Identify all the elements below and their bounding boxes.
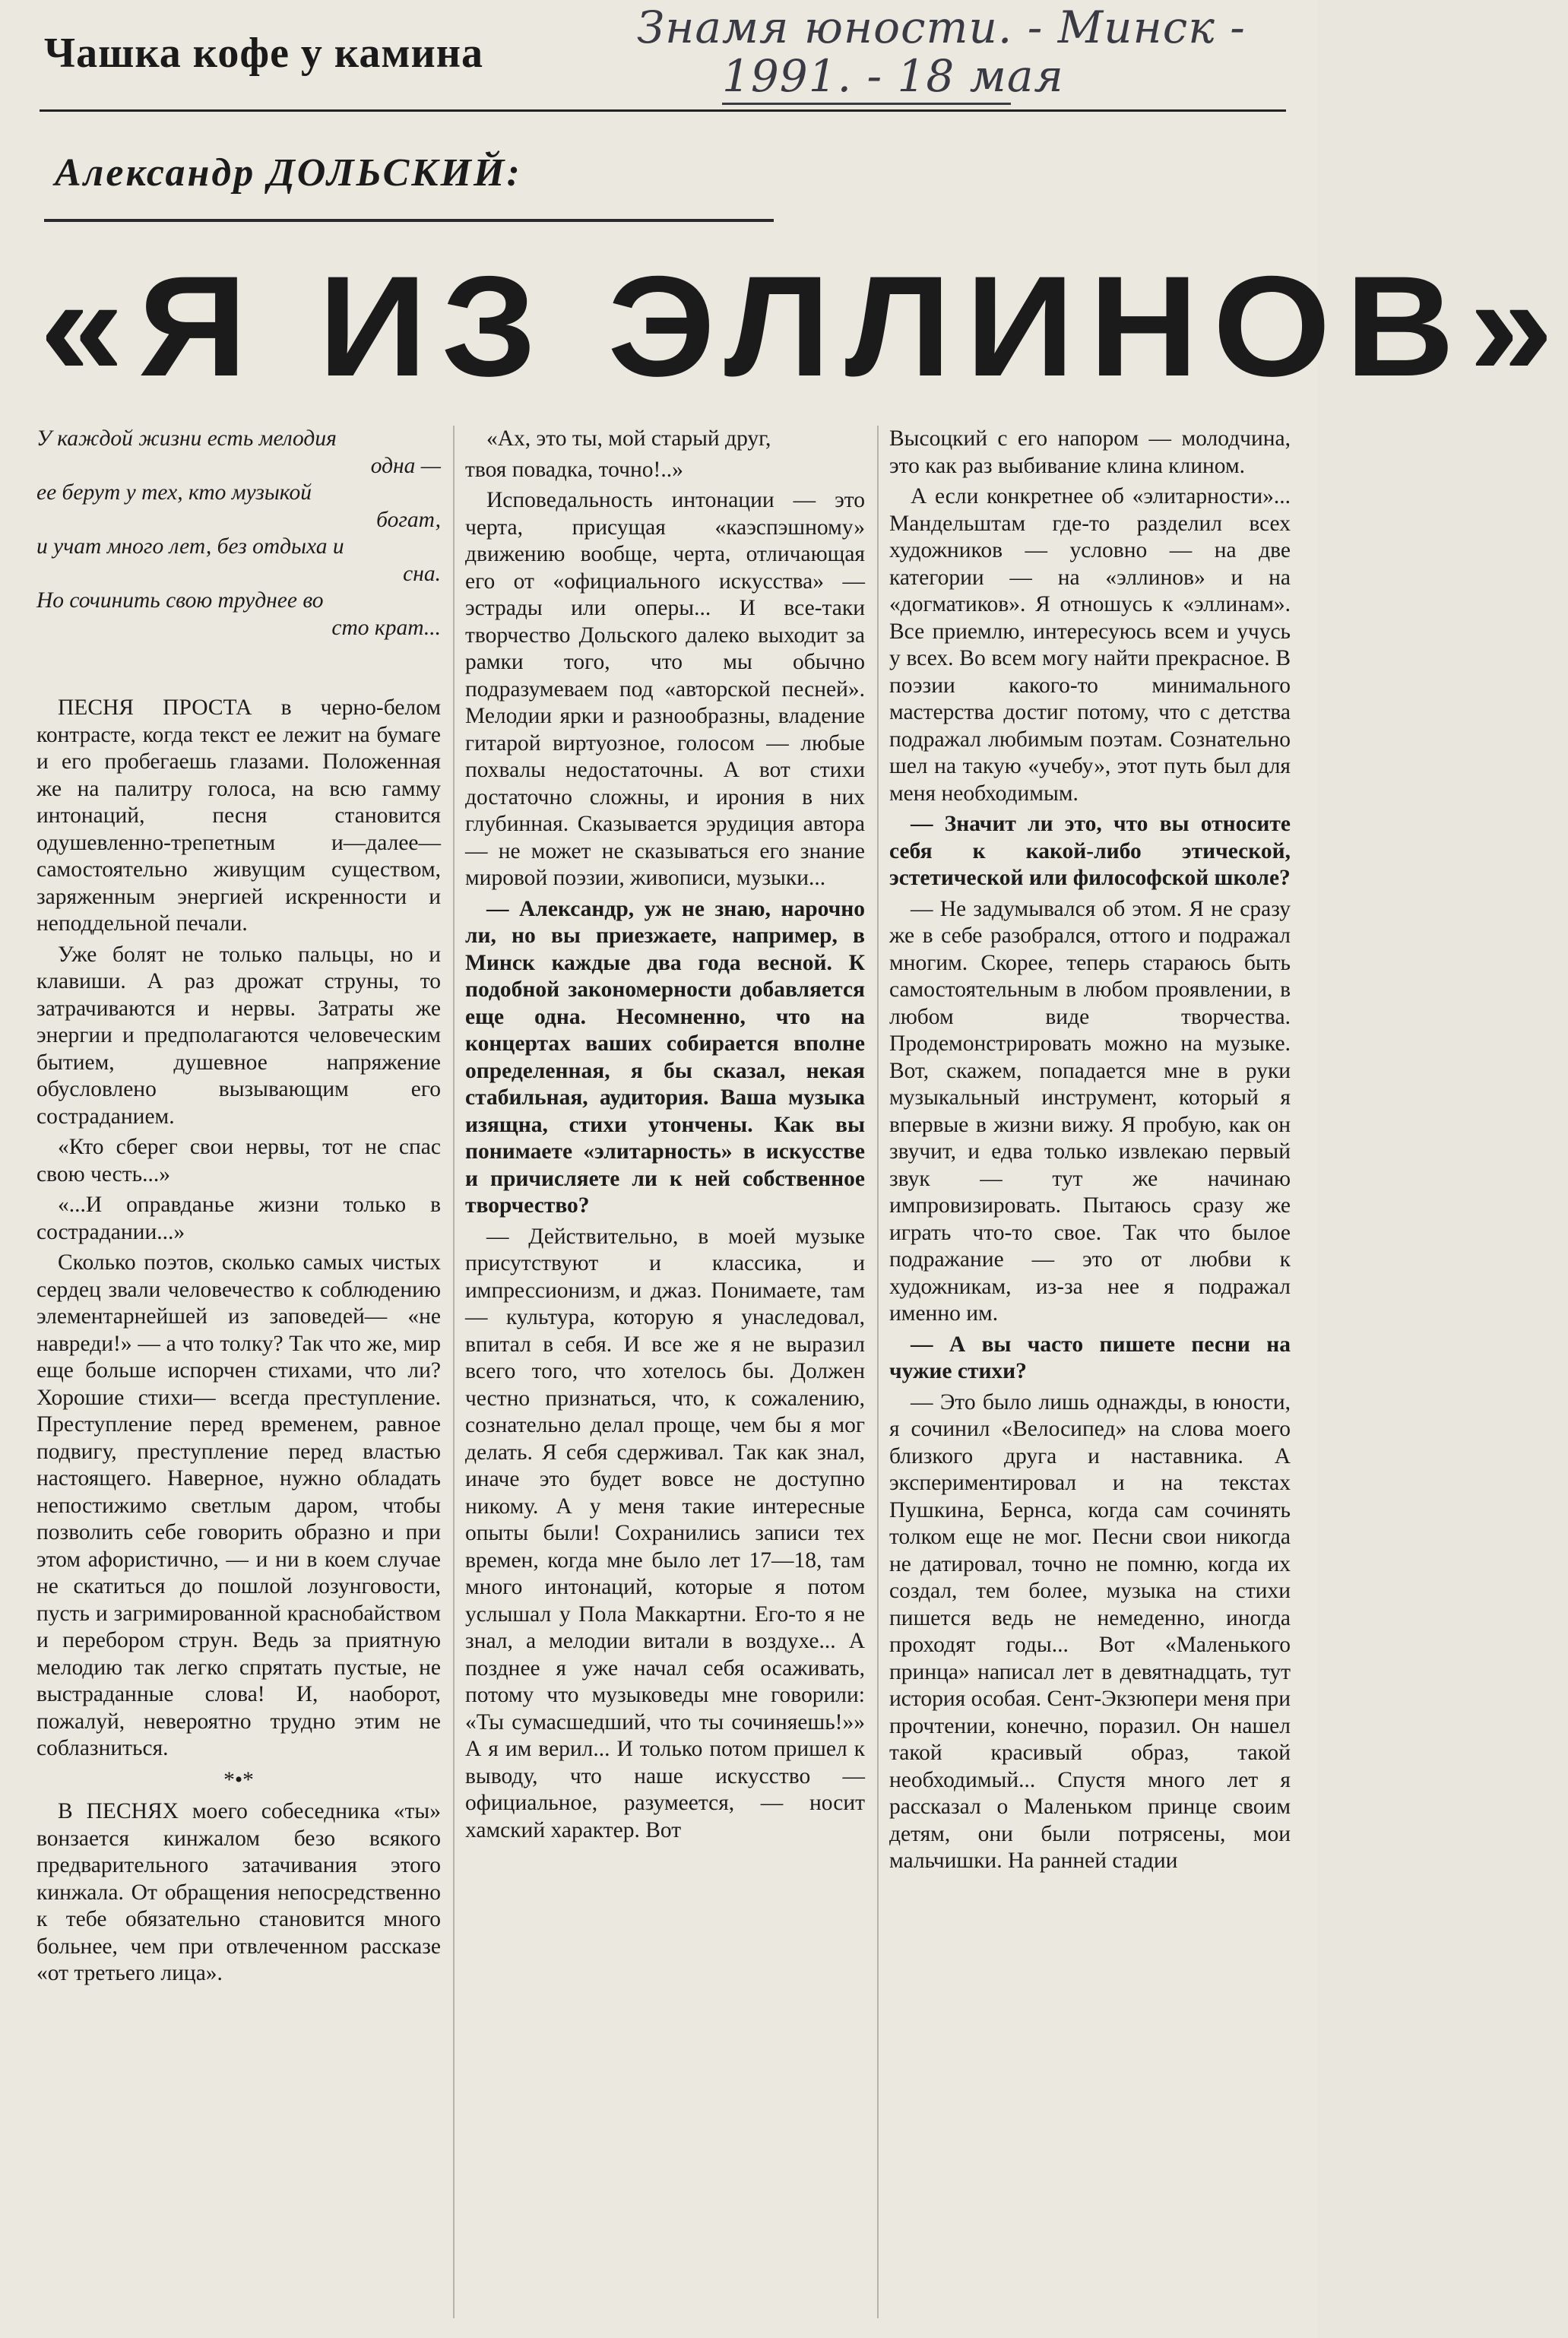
paragraph: Высоцкий с его напором — молодчина, это как раз выбивание клина клином. (889, 426, 1291, 478)
epigraph-line: сна. (403, 561, 441, 586)
headline: «Я ИЗ ЭЛЛИНОВ» (40, 246, 1568, 406)
paragraph: — Не задумывался об этом. Я не сразу же в себе разобрался, оттого и подражал многим. Скорее, теперь стараюсь быть самостоятельным в любом проявлении, в любом виде творчества. Продемонстрировать можно на музыке. Вот, скажем, попадается мне в руки музыкальный инструмент, который я впервые в жизни вижу. Я пробую, как он звучит, и едва только извлекаю первый звук — тут же начинаю импровизировать. Пытаюсь сразу же играть что-то свое. Так что былое подражание — это от любви к художникам, из-за нее я подражал именно им. (889, 896, 1291, 1326)
header-rule (40, 109, 1286, 112)
paragraph: Исповедальность интонации — это черта, присущая «каэспэшному» движению вообще, черта, отличающая его от «официального искусства» — эстрады или оперы... И все-таки творчество Дольского далеко выходит за рамки того, что мы обычно подразумеваем под «авторской песней». Мелодии ярки и разнообразны, владение гитарой виртуозное, голосом — любые похвалы недостаточны. А вот стихи достаточно сложны, и ирония в них глубинная. Сказывается эрудиция автора — не может не сказываться его знание мировой поэзии, живописи, музыки... (465, 488, 865, 890)
section-divider-stars: *•* (223, 1767, 254, 1792)
handwritten-source-note: Знамя юности. - Минск - (637, 2, 1246, 53)
epigraph-line: одна — (370, 453, 441, 478)
epigraph-line: богат, (376, 507, 441, 532)
paragraph: А если конкретнее об «элитарности»... Мандельштам где-то разделил всех художников — условно — на две категории — на «эллинов» и на «догматиков». Я отношусь к «эллинам». Все приемлю, интересуюсь всем и учусь у всех. Во всем могу найти прекрасное. В поэзии какого-то минимального мастерства достиг потому, что с детства подражал любимым поэтам. Сознательно шел на такую «учебу», этот путь был для меня необходимым. (889, 484, 1291, 806)
interviewer-question: — Значит ли это, что вы относите себя к какой-либо этической, эстетической или философской школе? (889, 812, 1291, 890)
column-divider-1 (453, 426, 455, 2318)
paragraph: — Это было лишь однажды, в юности, я сочинил «Велосипед» на слова моего близкого друга и наставника. А экспериментировал и на текстах Пушкина, Бернса, когда сам сочинять толком еще не мог. Песни свои никогда не датировал, точно не помню, когда их создал, тем более, музыка на стихи пишется ведь не немеденно, иногда проходят годы... Вот «Маленького принца» написал лет в девятнадцать, тут история особая. Сент-Экзюпери меня при прочтении, конечно, поразил. Он нашел такой красивый образ, такой необходимый... Спустя много лет я рассказал о Маленьком принце своим детям, они были потрясены, мои мальчишки. На ранней стадии (889, 1389, 1291, 1873)
author-rule (44, 219, 774, 222)
quote-paragraph: твоя повадка, точно!..» (465, 457, 683, 482)
paragraph: Уже болят не только пальцы, но и клавиши. А раз дрожат струны, то затрачиваются и нервы. Затраты же энергии и предполагаются человеческим бытием, душевное напряжение обусловлено вызывающим его состраданием. (36, 942, 441, 1129)
epigraph-line: ее берут у тех, кто музыкой (36, 480, 312, 505)
quote-paragraph: «...И оправданье жизни только в сострадании...» (36, 1193, 441, 1244)
epigraph (36, 426, 441, 642)
paragraph: Сколько поэтов, сколько самых чистых сердец звали человечество к соблюдению элементарнейшей из заповедей— «не навреди!» — а что толку? Так что же, мир еще больше испорчен стихами, что ли? Хорошие стихи— всегда преступление. Преступление перед временем, равное подвигу, преступление перед властью настоящего. Наверное, нужно обладать непостижимо светлым даром, чтобы позволить себе говорить образно и при этом афористично, — и ни в коем случае не скатиться до пошлой лозунговости, пусть и загримированной краснобайством и перебором струн. Ведь за приятную мелодию так легко спрятать пустые, не выстраданные слова! И, наоборот, пожалуй, невероятно трудно этим не соблазниться. (36, 1250, 441, 1760)
interviewer-question: — А вы часто пишете песни на чужие стихи? (889, 1332, 1291, 1383)
rubric-title: Чашка кофе у камина (44, 30, 484, 77)
paragraph: — Действительно, в моей музыке присутствуют и классика, и импрессионизм, и джаз. Понимаете, там — культура, которую я унаследовал, впитал в себя. И все же я не выразил всего того, что хотелось бы. Должен честно признаться, что, к сожалению, сознательно делал проще, чем бы я мог делать. Я себя сдерживал. Так как знал, иначе это будет вовсе не доступно никому. А у меня такие интересные опыты были! Сохранились записи тех времен, когда мне было лет 17—18, там много интонаций, которые я потом услышал у Пола Маккартни. Его-то я не знал, а мелодии витали в воздухе... А позднее я уже начал себя осаживать, потому что музыковеды мне говорили: «Ты сумасшедший, что ты сочиняешь!»» А я им верил... И только потом пришел к выводу, что наше искусство — официальное, разумеется, — носит хамский характер. Вот (465, 1224, 865, 1842)
interviewer-question: — Александр, уж не знаю, нарочно ли, но вы приезжаете, например, в Минск каждые два года весной. К подобной закономерности добавляется еще одна. Несомненно, что на концертах ваших собирается вполне определенная, я бы сказал, некая стабильная, аудитория. Ваша музыка изящна, стихи утончены. Как вы понимаете «элитарность» в искусстве и причисляете ли к ней собственное творчество? (465, 896, 865, 1218)
article-column-3 (889, 426, 1291, 1879)
quote-paragraph: «Ах, это ты, мой старый друг, (486, 426, 771, 451)
author-name: Александр ДОЛЬСКИЙ: (55, 151, 522, 195)
paragraph: В ПЕСНЯХ моего собеседника «ты» вонзается кинжалом безо всякого предварительного затачивания этого кинжала. От обращения непосредственно к тебе обязательно становится много больнее, чем при отвлеченном рассказе «от третьего лица». (36, 1799, 441, 1985)
handwritten-date-note: 1991. - 18 мая (722, 50, 1064, 102)
paragraph: ПЕСНЯ ПРОСТА в черно-белом контрасте, когда текст ее лежит на бумаге и его пробегаешь глазами. Положенная же на палитру голоса, на всю гамму интонаций, песня становится одушевленно-трепетным и—далее— самостоятельно живущим существом, заряженным энергией искренности и неподдельной печали. (36, 695, 441, 936)
column-divider-2 (877, 426, 879, 2318)
article-column-1 (36, 426, 441, 1991)
epigraph-line: У каждой жизни есть мелодия (36, 426, 337, 451)
epigraph-line: и учат много лет, без отдыха и (36, 534, 344, 559)
quote-paragraph: «Кто сберег свои нервы, тот не спас свою честь...» (36, 1135, 441, 1186)
epigraph-line: сто крат... (331, 615, 441, 640)
article-column-2 (465, 426, 865, 1848)
handwritten-underline (722, 103, 1011, 105)
epigraph-line: Но сочинить свою труднее во (36, 588, 324, 613)
